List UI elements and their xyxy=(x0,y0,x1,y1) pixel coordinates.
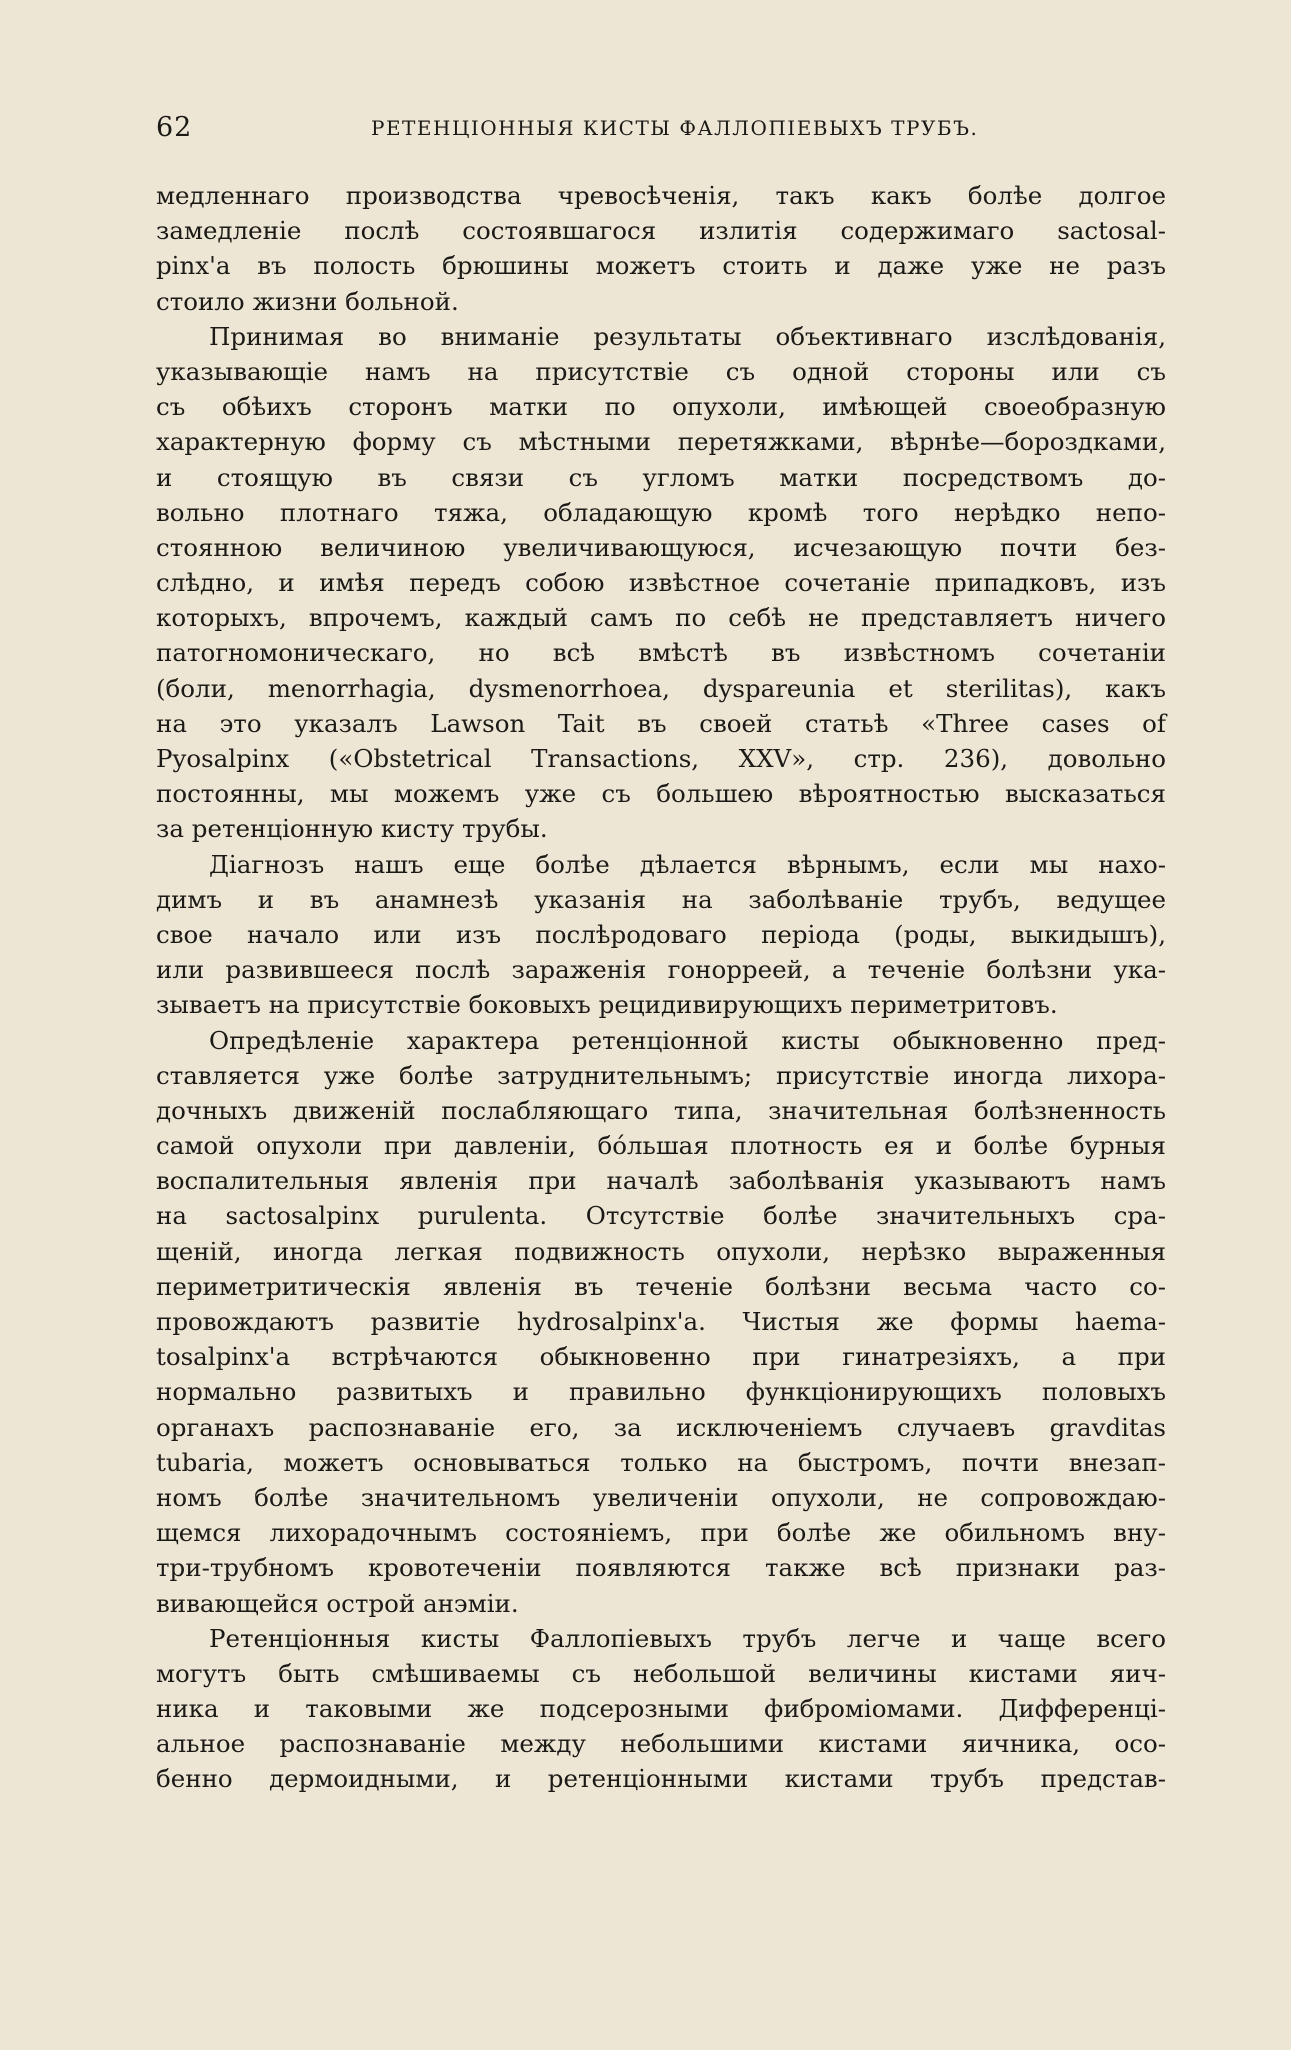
text-line: органахъ распознаваніе его, за исключеніемъ случаевъ gravditas xyxy=(156,1412,1166,1442)
text-line: стоянною величиною увеличивающуюся, исчезающую почти без- xyxy=(156,532,1166,562)
text-line: tosalpinx'а встрѣчаются обыкновенно при гинатрезіяхъ, а при xyxy=(156,1342,1166,1372)
text-line: характерную форму съ мѣстными перетяжками, вѣрнѣе—бороздками, xyxy=(156,427,1166,457)
text-line: (боли, menorrhagia, dysmenorrhoea, dyspareunia et sterilitas), какъ xyxy=(156,673,1166,703)
text-line: ника и таковыми же подсерозными фиброміомами. Дифференці- xyxy=(156,1694,1166,1724)
text-line: Діагнозъ нашъ еще болѣе дѣлается вѣрнымъ, если мы нахо- xyxy=(209,849,1166,879)
text-line: стоило жизни больной. xyxy=(156,286,459,316)
text-line: альное распознаваніе между небольшими кистами яичника, осо- xyxy=(156,1729,1166,1759)
text-line: нормально развитыхъ и правильно функціонирующихъ половыхъ xyxy=(156,1377,1166,1407)
text-line: патогномоническаго, но всѣ вмѣстѣ въ извѣстномъ сочетаніи xyxy=(156,638,1166,668)
text-line: или развившееся послѣ зараженія гонорреей, а теченіе болѣзни ука- xyxy=(156,955,1166,985)
text-line: щемся лихорадочнымъ состояніемъ, при болѣе же обильномъ вну- xyxy=(156,1518,1166,1548)
body-text xyxy=(156,178,1166,1797)
page-header xyxy=(156,108,1166,148)
text-line: за ретенціонную кисту трубы. xyxy=(156,814,548,844)
text-line: съ обѣихъ сторонъ матки по опухоли, имѣющей своеобразную xyxy=(156,392,1166,422)
text-line: бенно дермоидными, и ретенціонными кистами трубъ представ- xyxy=(156,1764,1166,1794)
text-line: димъ и въ анамнезѣ указанія на заболѣваніе трубъ, ведущее xyxy=(156,884,1166,914)
page-number: 62 xyxy=(156,112,193,143)
running-head: РЕТЕНЦІОННЫЯ КИСТЫ ФАЛЛОПІЕВЫХЪ ТРУБЪ. xyxy=(371,116,979,140)
text-line: постоянны, мы можемъ уже съ большею вѣроятностью высказаться xyxy=(156,779,1166,809)
text-line: и стоящую въ связи съ угломъ матки посредствомъ до- xyxy=(156,462,1166,492)
text-line: щеній, иногда легкая подвижность опухоли, нерѣзко выраженныя xyxy=(156,1236,1166,1266)
text-line: указывающіе намъ на присутствіе съ одной стороны или съ xyxy=(156,356,1166,386)
text-line: номъ болѣе значительномъ увеличеніи опухоли, не сопровождаю- xyxy=(156,1482,1166,1512)
text-line: слѣдно, и имѣя передъ собою извѣстное сочетаніе припадковъ, изъ xyxy=(156,568,1166,598)
text-line: провождаютъ развитіе hydrosalpinx'а. Чистыя же формы haema- xyxy=(156,1307,1166,1336)
text-line: которыхъ, впрочемъ, каждый самъ по себѣ не представляетъ ничего xyxy=(156,603,1166,633)
text-line: воспалительныя явленія при началѣ заболѣванія указываютъ намъ xyxy=(156,1166,1166,1196)
text-line: свое начало или изъ послѣродоваго періода (роды, выкидышъ), xyxy=(156,919,1166,949)
text-line: могутъ быть смѣшиваемы съ небольшой величины кистами яич- xyxy=(156,1658,1166,1688)
text-line: pinx'а въ полость брюшины можетъ стоить и даже уже не разъ xyxy=(156,251,1166,281)
text-line: зываетъ на присутствіе боковыхъ рецидивирующихъ периметритовъ. xyxy=(156,990,1058,1020)
text-line: Ретенціонныя кисты Фаллопіевыхъ трубъ легче и чаще всего xyxy=(209,1623,1166,1653)
text-line: Опредѣленіе характера ретенціонной кисты обыкновенно пред- xyxy=(209,1025,1166,1055)
text-line: на sactosalpinx purulenta. Отсутствіе болѣе значительныхъ сра- xyxy=(156,1201,1166,1231)
text-line: вивающейся острой анэміи. xyxy=(156,1588,519,1618)
text-line: Принимая во вниманіе результаты объективнаго изслѣдованія, xyxy=(209,321,1166,351)
text-line: ставляется уже болѣе затруднительнымъ; присутствіе иногда лихора- xyxy=(156,1060,1166,1090)
text-line: замедленіе послѣ состоявшагося излитія содержимаго sactosal- xyxy=(156,216,1166,246)
text-line: на это указалъ Lawson Tait въ своей статьѣ «Three cases of xyxy=(156,708,1166,738)
text-line: Pyosalpinx («Obstetrical Transactions, XXV», стр. 236), довольно xyxy=(156,744,1166,773)
text-line: периметритическія явленія въ теченіе болѣзни весьма часто со- xyxy=(156,1271,1166,1301)
text-line: вольно плотнаго тяжа, обладающую кромѣ того нерѣдко непо- xyxy=(156,497,1166,527)
text-line: дочныхъ движеній послабляющаго типа, значительная болѣзненность xyxy=(156,1095,1166,1125)
text-line: три-трубномъ кровотеченіи появляются также всѣ признаки раз- xyxy=(156,1553,1166,1583)
text-line: самой опухоли при давленіи, бóльшая плотность ея и болѣе бурныя xyxy=(156,1131,1166,1161)
text-line: tubaria, можетъ основываться только на быстромъ, почти внезап- xyxy=(156,1447,1166,1477)
text-line: медленнаго производства чревосѣченія, такъ какъ болѣе долгое xyxy=(156,181,1166,210)
